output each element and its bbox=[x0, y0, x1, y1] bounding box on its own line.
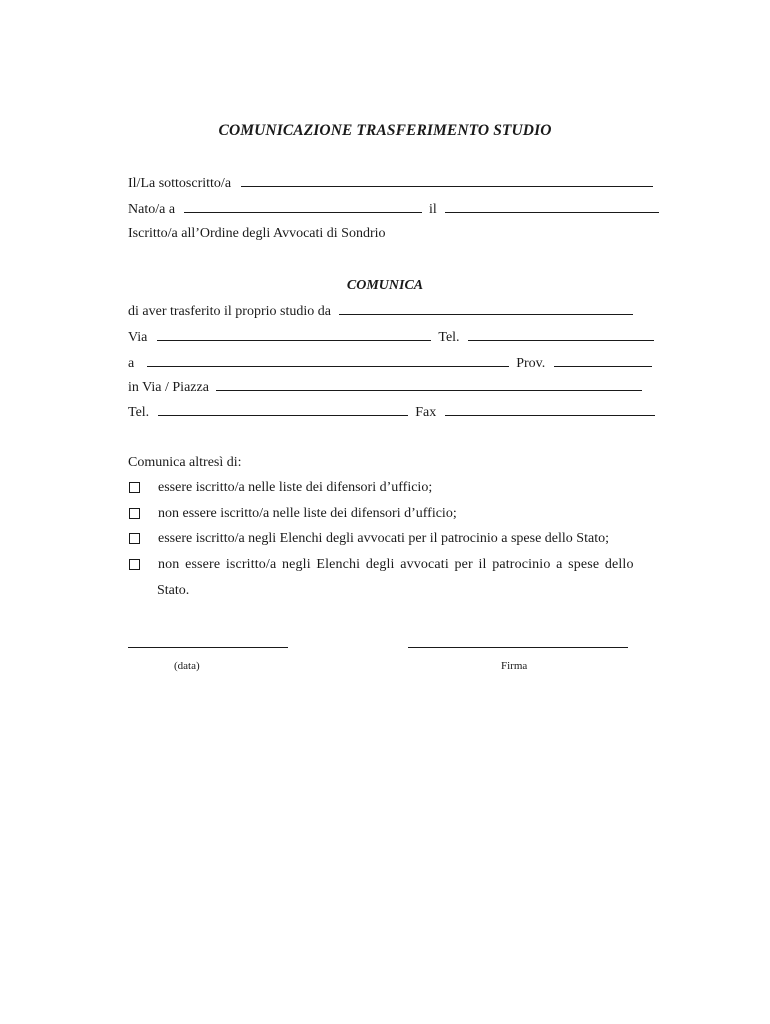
city-row bbox=[128, 354, 652, 372]
via-field[interactable] bbox=[157, 328, 431, 341]
fax-label: Fax bbox=[415, 405, 437, 420]
checkbox-difensori-no[interactable] bbox=[129, 508, 140, 519]
nato-row bbox=[128, 200, 659, 218]
iscritto-text: Iscritto/a all’Ordine degli Avvocati di Sondrio bbox=[128, 226, 386, 241]
option-patrocinio-no-cont: Stato. bbox=[157, 583, 190, 598]
il-label: il bbox=[429, 202, 437, 217]
document-title: COMUNICAZIONE TRASFERIMENTO STUDIO bbox=[218, 122, 552, 139]
tel-label: Tel. bbox=[438, 330, 460, 345]
firma-label: Firma bbox=[501, 660, 528, 672]
via-piazza-field[interactable] bbox=[216, 378, 642, 391]
prov-label: Prov. bbox=[516, 356, 546, 371]
city-field[interactable] bbox=[147, 354, 509, 367]
tel2-label: Tel. bbox=[128, 405, 150, 420]
checkbox-patrocinio-no[interactable] bbox=[129, 559, 140, 570]
prov-field[interactable] bbox=[554, 354, 652, 367]
birthplace-field[interactable] bbox=[184, 200, 422, 213]
option-difensori-si: essere iscritto/a nelle liste dei difensori d’ufficio; bbox=[158, 480, 433, 495]
via-piazza-row bbox=[128, 378, 642, 396]
tel2-field[interactable] bbox=[158, 403, 408, 416]
sottoscritto-row bbox=[128, 174, 653, 192]
option-patrocinio-no: non essere iscritto/a negli Elenchi degli avvocati per il patrocinio a spese dello bbox=[158, 557, 634, 572]
via-row bbox=[128, 328, 654, 346]
nato-label: Nato/a a bbox=[128, 202, 176, 217]
birthdate-field[interactable] bbox=[445, 200, 659, 213]
via-label: Via bbox=[128, 330, 148, 345]
option-difensori-no: non essere iscritto/a nelle liste dei difensori d’ufficio; bbox=[158, 506, 457, 521]
old-studio-field[interactable] bbox=[339, 302, 633, 315]
fax-field[interactable] bbox=[445, 403, 655, 416]
date-line[interactable] bbox=[128, 647, 288, 648]
signature-line[interactable] bbox=[408, 647, 628, 648]
via-piazza-label: in Via / Piazza bbox=[128, 380, 209, 395]
also-intro: Comunica altresì di: bbox=[128, 455, 242, 470]
sottoscritto-field[interactable] bbox=[241, 174, 653, 187]
tel-field[interactable] bbox=[468, 328, 654, 341]
a-label: a bbox=[128, 356, 135, 371]
transfer-from-row bbox=[128, 302, 633, 320]
transfer-from-label: di aver trasferito il proprio studio da bbox=[128, 304, 331, 319]
contacts-row bbox=[128, 403, 655, 421]
checkbox-patrocinio-si[interactable] bbox=[129, 533, 140, 544]
sottoscritto-label: Il/La sottoscritto/a bbox=[128, 176, 232, 191]
comunica-heading: COMUNICA bbox=[346, 278, 424, 293]
option-patrocinio-si: essere iscritto/a negli Elenchi degli avvocati per il patrocinio a spese dello Stato; bbox=[158, 531, 609, 546]
checkbox-difensori-si[interactable] bbox=[129, 482, 140, 493]
date-label: (data) bbox=[174, 660, 200, 672]
